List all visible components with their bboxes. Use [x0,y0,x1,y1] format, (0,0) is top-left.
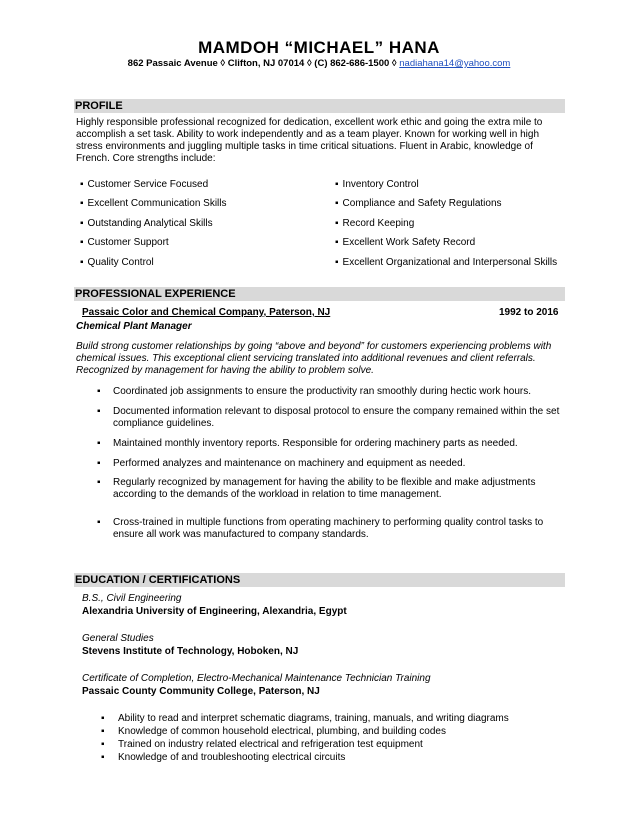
skill-item: ▪ Inventory Control [335,179,419,190]
employment-dates: 1992 to 2016 [499,307,559,318]
education-heading: EDUCATION / CERTIFICATIONS [74,573,565,587]
job-role: Chemical Plant Manager [76,321,192,332]
bullet-marker: ▪ [97,458,101,469]
job-bullet: Cross-trained in multiple functions from operating machinery to performing quality control tasks to ensure all work was manufactured to company standards. [113,517,544,540]
education-degree: Certificate of Completion, Electro-Mechanical Maintenance Technician Training [82,673,431,684]
job-summary: Build strong customer relationships by going “above and beyond” for customers experiencing problems with chemical issues. This exceptional client servicing translated into additional revenues and client referrals. Recognized by management for having the ability to problem solve. [76,341,552,376]
bullet-marker: ▪ [97,477,101,488]
bullet-marker: ▪ [97,406,101,417]
skill-item: ▪ Customer Service Focused [80,179,208,190]
education-skill: Knowledge of common household electrical, plumbing, and building codes [118,726,446,737]
skill-item: ▪ Excellent Work Safety Record [335,237,475,248]
email-link[interactable]: nadiahana14@yahoo.com [399,58,511,69]
profile-text: Highly responsible professional recognized for dedication, excellent work ethic and going the extra mile to accomplish a set task. Ability to work independently and as a team player. Known for working well in high stress environments and juggling multiple tasks in time critical situations. Fluent in Arabic, knowledge of French. Core strengths include: [76,117,543,164]
job-bullet: Coordinated job assignments to ensure the productivity ran smoothly during hectic work hours. [113,386,531,397]
skill-item: ▪ Record Keeping [335,218,414,229]
experience-heading: PROFESSIONAL EXPERIENCE [74,287,565,301]
bullet-marker: ▪ [101,713,105,724]
job-bullet: Regularly recognized by management for having the ability to be flexible and make adjustments according to the demands of the workload in relation to time management. [113,477,536,500]
company-name: Passaic Color and Chemical Company, Paterson, NJ [82,307,331,318]
education-degree: B.S., Civil Engineering [82,593,182,604]
job-bullet: Documented information relevant to disposal protocol to ensure the company remained within the set compliance guidelines. [113,406,560,429]
job-bullet: Maintained monthly inventory reports. Responsible for ordering machinery parts as needed. [113,438,518,449]
bullet-marker: ▪ [97,517,101,528]
contact-details: 862 Passaic Avenue ◊ Clifton, NJ 07014 ◊ (C) 862-686-1500 ◊ [127,58,400,69]
education-degree: General Studies [82,633,154,644]
profile-heading: PROFILE [74,99,565,113]
skill-item: ▪ Compliance and Safety Regulations [335,198,502,209]
bullet-marker: ▪ [101,726,105,737]
bullet-marker: ▪ [97,386,101,397]
candidate-name: MAMDOH “MICHAEL” HANA [198,38,440,57]
bullet-marker: ▪ [97,438,101,449]
skill-item: ▪ Customer Support [80,237,169,248]
job-bullet: Performed analyzes and maintenance on machinery and equipment as needed. [113,458,466,469]
skill-item: ▪ Quality Control [80,257,154,268]
skill-item: ▪ Excellent Organizational and Interpersonal Skills [335,257,557,268]
bullet-marker: ▪ [101,752,105,763]
education-skill: Knowledge of and troubleshooting electrical circuits [118,752,346,763]
education-school: Alexandria University of Engineering, Alexandria, Egypt [82,606,347,617]
education-school: Passaic County Community College, Paterson, NJ [82,686,320,697]
education-school: Stevens Institute of Technology, Hoboken, NJ [82,646,299,657]
education-skill: Trained on industry related electrical and refrigeration test equipment [118,739,423,750]
skill-item: ▪ Outstanding Analytical Skills [80,218,213,229]
education-skill: Ability to read and interpret schematic diagrams, training, manuals, and writing diagrams [118,713,509,724]
contact-line [0,58,638,69]
skill-item: ▪ Excellent Communication Skills [80,198,227,209]
bullet-marker: ▪ [101,739,105,750]
